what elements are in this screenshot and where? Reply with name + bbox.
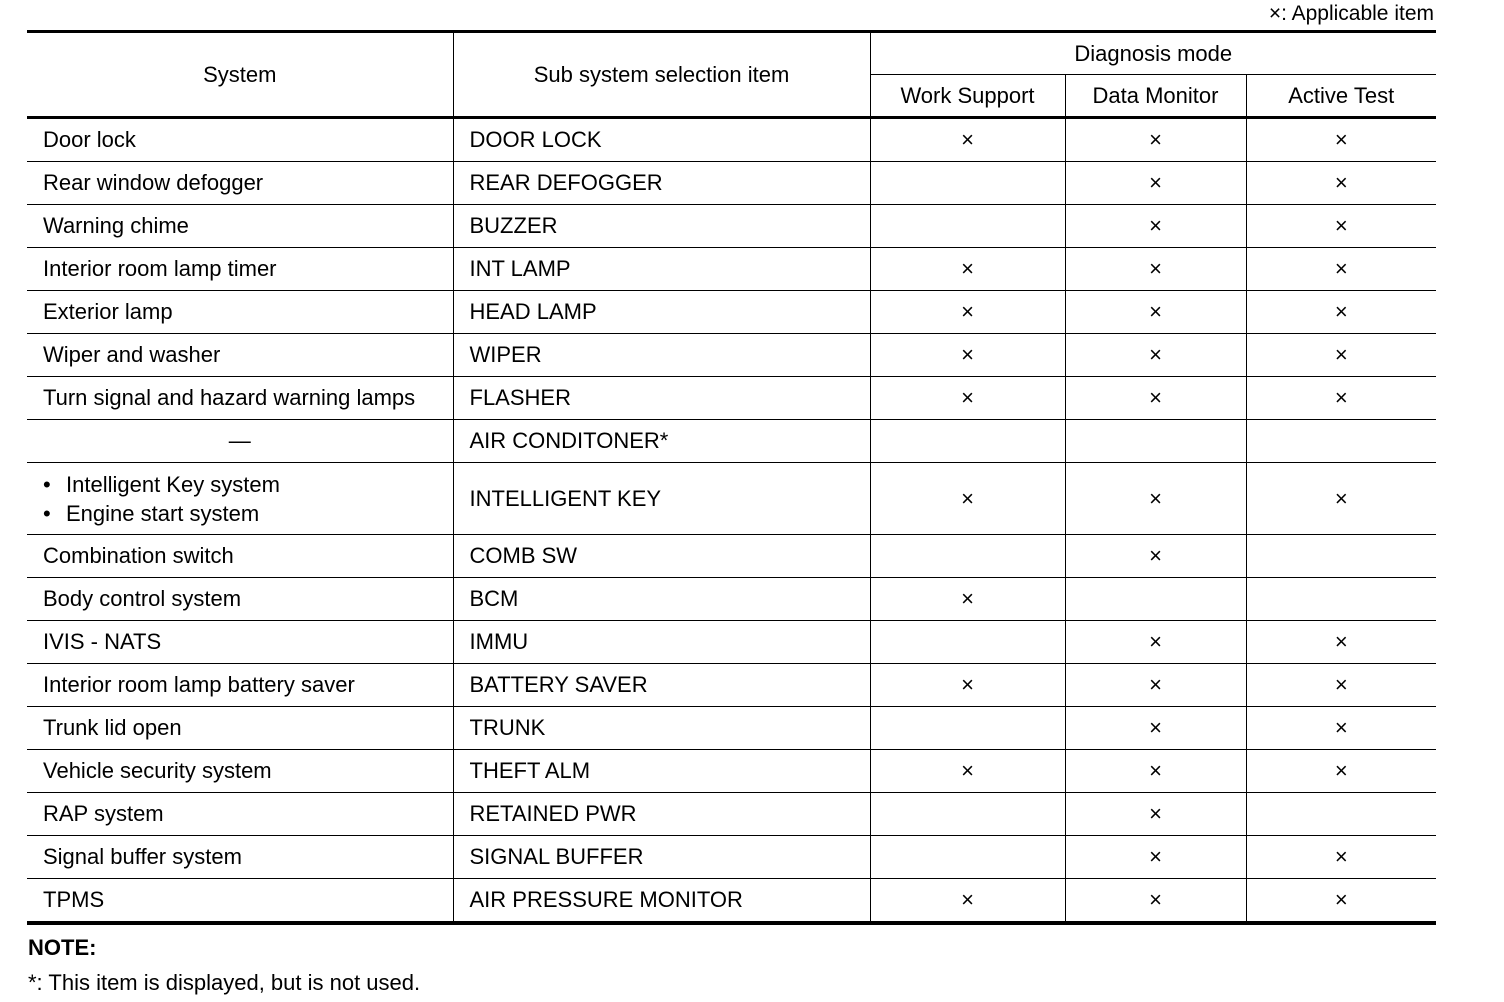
cell-data-monitor: × [1065, 621, 1246, 664]
table-row [27, 664, 1436, 707]
cell-data-monitor: × [1065, 377, 1246, 420]
table-row [27, 707, 1436, 750]
cell-system: IVIS - NATS [27, 621, 453, 664]
cell-active-test: × [1246, 463, 1436, 535]
cell-data-monitor: × [1065, 463, 1246, 535]
table-row [27, 621, 1436, 664]
cell-work-support [870, 793, 1065, 836]
cell-system: Combination switch [27, 535, 453, 578]
cell-work-support [870, 162, 1065, 205]
cell-system: Rear window defogger [27, 162, 453, 205]
cell-work-support [870, 535, 1065, 578]
cell-active-test: × [1246, 750, 1436, 793]
cell-work-support: × [870, 664, 1065, 707]
cell-work-support: × [870, 248, 1065, 291]
cell-work-support [870, 205, 1065, 248]
cell-active-test: × [1246, 621, 1436, 664]
cell-work-support: × [870, 291, 1065, 334]
system-bullet-item: • Engine start system [43, 499, 453, 528]
cell-work-support: × [870, 334, 1065, 377]
cell-active-test: × [1334, 127, 1348, 152]
cell-system: Trunk lid open [27, 707, 453, 750]
cell-work-support [870, 836, 1065, 879]
diagnosis-mode-table [27, 30, 1436, 925]
cell-sub-system: INTELLIGENT KEY [453, 463, 870, 535]
cell-data-monitor: × [1065, 205, 1246, 248]
cell-data-monitor [1065, 420, 1246, 463]
cell-system: Exterior lamp [27, 291, 453, 334]
cell-sub-system: HEAD LAMP [453, 291, 870, 334]
cell-system: Wiper and washer [27, 334, 453, 377]
cell-data-monitor: × [1065, 162, 1246, 205]
cell-sub-system: DOOR LOCK [453, 118, 870, 162]
table-row [27, 420, 1436, 463]
header-diagnosis-mode: Diagnosis mode [870, 32, 1436, 75]
cell-sub-system: BATTERY SAVER [453, 664, 870, 707]
table-row [27, 535, 1436, 578]
table-row [27, 578, 1436, 621]
cell-system: Interior room lamp timer [27, 248, 453, 291]
system-bullet-item: • Intelligent Key system [43, 470, 453, 499]
cell-data-monitor: × [1065, 879, 1246, 924]
cell-work-support: × [870, 463, 1065, 535]
cell-system: Door lock [27, 118, 453, 162]
table-header [27, 32, 1436, 118]
cell-active-test: × [1246, 664, 1436, 707]
cell-active-test [1246, 578, 1436, 621]
table-row [27, 248, 1436, 291]
cell-active-test [1246, 535, 1436, 578]
table-body [27, 118, 1436, 924]
cell-active-test [1246, 793, 1436, 836]
header-system: System [27, 32, 453, 118]
header-data-monitor: Data Monitor [1065, 75, 1246, 118]
cell-sub-system: AIR CONDITONER* [453, 420, 870, 463]
cell-work-support: × [870, 118, 1065, 162]
table-row [27, 205, 1436, 248]
cell-work-support: × [870, 879, 1065, 924]
cell-work-support [870, 621, 1065, 664]
header-active-test: Active Test [1246, 75, 1436, 118]
cell-system: Body control system [27, 578, 453, 621]
table-row [27, 118, 1436, 162]
cell-active-test: × [1246, 334, 1436, 377]
cell-system: Vehicle security system [27, 750, 453, 793]
cell-work-support: × [870, 377, 1065, 420]
header-work-support: Work Support [870, 75, 1065, 118]
table-row [27, 334, 1436, 377]
cell-active-test: × [1246, 377, 1436, 420]
cell-active-test: × [1246, 162, 1436, 205]
cell-sub-system: THEFT ALM [453, 750, 870, 793]
cell-active-test: × [1246, 248, 1436, 291]
legend-applicable-item: ×: Applicable item [1268, 2, 1434, 25]
cell-sub-system: REAR DEFOGGER [453, 162, 870, 205]
cell-work-support: × [870, 578, 1065, 621]
cell-system: Turn signal and hazard warning lamps [27, 377, 453, 420]
cell-sub-system: COMB SW [453, 535, 870, 578]
cell-system: Signal buffer system [27, 836, 453, 879]
cell-data-monitor: × [1065, 248, 1246, 291]
table-row [27, 750, 1436, 793]
cell-system [27, 463, 453, 535]
cell-sub-system: RETAINED PWR [453, 793, 870, 836]
cell-system: Interior room lamp battery saver [27, 664, 453, 707]
cell-sub-system: INT LAMP [453, 248, 870, 291]
cell-system: Warning chime [27, 205, 453, 248]
cell-sub-system: AIR PRESSURE MONITOR [453, 879, 870, 924]
cell-data-monitor: × [1065, 793, 1246, 836]
table-row [27, 291, 1436, 334]
header-sub-system: Sub system selection item [453, 32, 870, 118]
cell-data-monitor [1065, 578, 1246, 621]
system-bullet-list [43, 470, 453, 528]
table-row [27, 162, 1436, 205]
note-text: *: This item is displayed, but is not used. [28, 970, 421, 995]
cell-work-support [870, 707, 1065, 750]
cell-sub-system: IMMU [453, 621, 870, 664]
cell-active-test [1246, 420, 1436, 463]
cell-data-monitor: × [1065, 750, 1246, 793]
cell-data-monitor: × [1065, 118, 1246, 162]
cell-active-test: × [1246, 291, 1436, 334]
note-label: NOTE: [28, 935, 97, 960]
cell-active-test: × [1246, 205, 1436, 248]
cell-system: TPMS [27, 879, 453, 924]
cell-sub-system: BUZZER [453, 205, 870, 248]
cell-sub-system: TRUNK [453, 707, 870, 750]
cell-sub-system: WIPER [453, 334, 870, 377]
cell-data-monitor: × [1065, 664, 1246, 707]
cell-data-monitor: × [1065, 836, 1246, 879]
table-row [27, 463, 1436, 535]
cell-sub-system: SIGNAL BUFFER [453, 836, 870, 879]
table-row [27, 836, 1436, 879]
cell-sub-system: BCM [453, 578, 870, 621]
cell-data-monitor: × [1065, 334, 1246, 377]
cell-system: RAP system [27, 793, 453, 836]
cell-system: — [27, 420, 453, 463]
cell-data-monitor: × [1065, 291, 1246, 334]
table-row [27, 879, 1436, 924]
table-row [27, 793, 1436, 836]
cell-active-test: × [1246, 707, 1436, 750]
cell-data-monitor: × [1065, 707, 1246, 750]
table-row [27, 377, 1436, 420]
cell-work-support: × [870, 750, 1065, 793]
cell-work-support [870, 420, 1065, 463]
cell-sub-system: FLASHER [453, 377, 870, 420]
cell-active-test: × [1246, 879, 1436, 924]
cell-data-monitor: × [1065, 535, 1246, 578]
cell-active-test: × [1246, 836, 1436, 879]
